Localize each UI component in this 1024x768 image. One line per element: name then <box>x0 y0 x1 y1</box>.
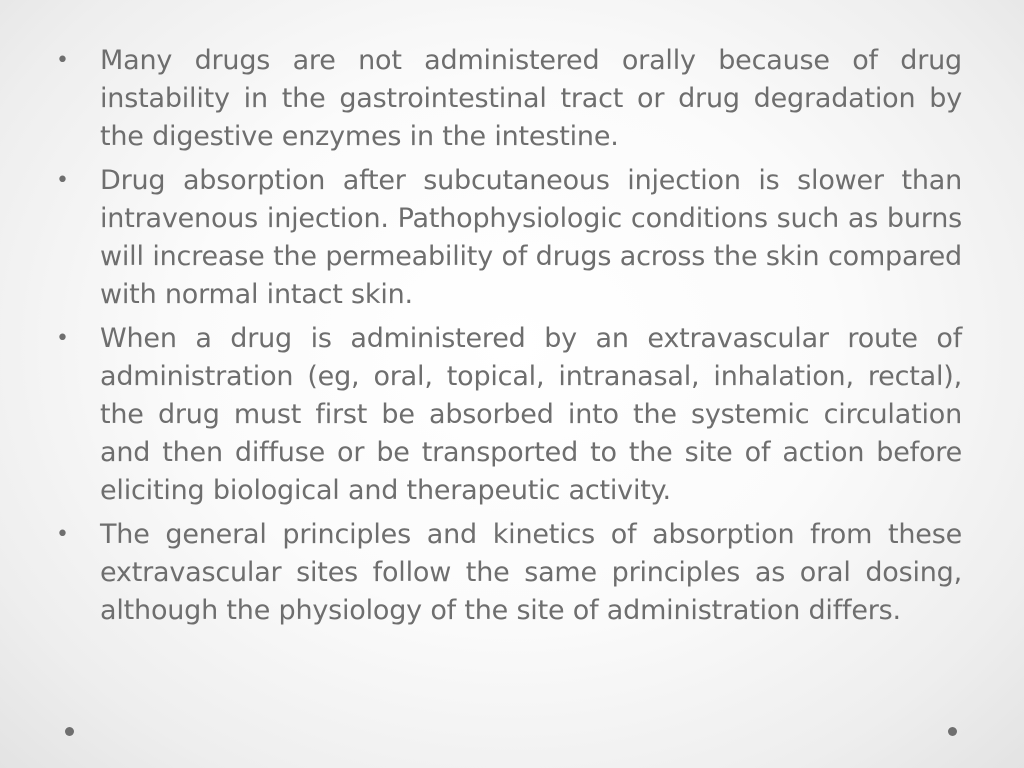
bullet-text: Drug absorption after subcutaneous injection is slower than intravenous injection. Pathophysiologic conditions such as burns will increase the permeability of drugs across the skin compared with normal intact skin. <box>100 165 962 310</box>
bullet-text: The general principles and kinetics of absorption from these extravascular sites follow the same principles as oral dosing, although the physiology of the site of administration differs. <box>100 519 962 626</box>
bullet-item <box>56 42 962 156</box>
bullet-dot-icon: • <box>56 168 69 193</box>
bullet-item <box>56 320 962 510</box>
bullet-list <box>56 42 962 636</box>
corner-dot-right-icon <box>948 727 957 736</box>
bullet-dot-icon: • <box>56 48 69 73</box>
corner-dot-left-icon <box>65 727 74 736</box>
bullet-item <box>56 162 962 314</box>
bullet-text: When a drug is administered by an extravascular route of administration (eg, oral, topical, intranasal, inhalation, rectal), the drug must first be absorbed into the systemic circulation and then diffuse or be transported to the site of action before eliciting biological and therapeutic activity. <box>100 323 962 506</box>
bullet-dot-icon: • <box>56 326 69 351</box>
bullet-item <box>56 516 962 630</box>
bullet-dot-icon: • <box>56 522 69 547</box>
bullet-text: Many drugs are not administered orally because of drug instability in the gastrointestinal tract or drug degradation by the digestive enzymes in the intestine. <box>100 45 962 152</box>
